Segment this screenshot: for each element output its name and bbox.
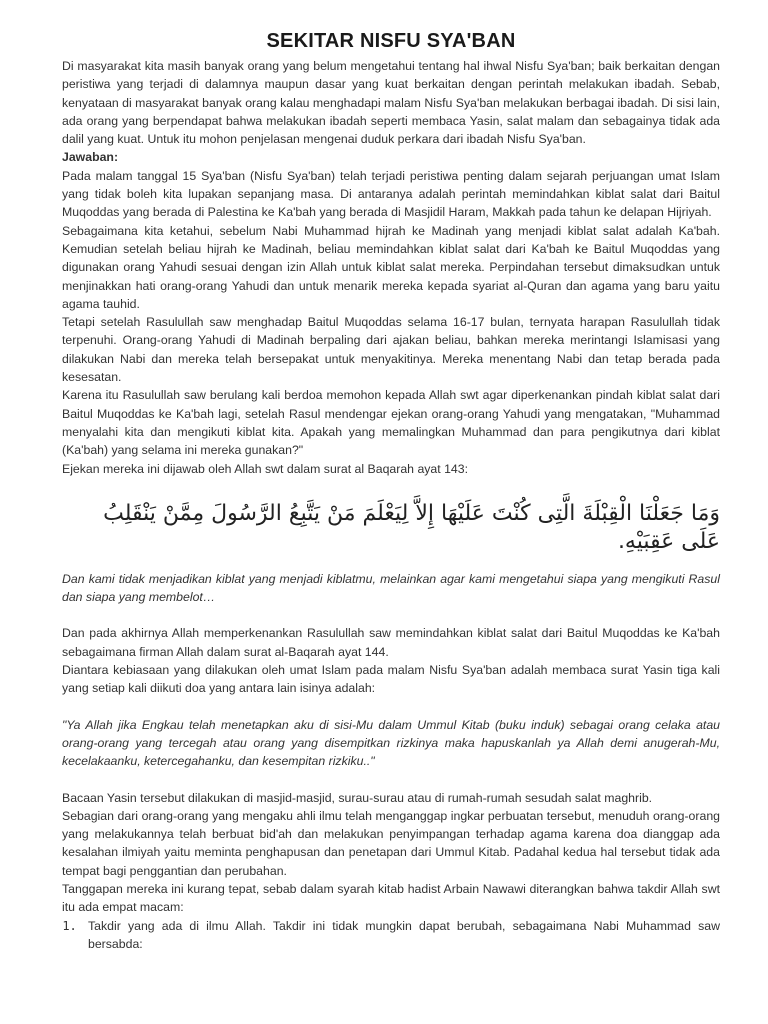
paragraph-4: Karena itu Rasulullah saw berulang kali berdoa memohon kepada Allah swt agar diperkenankan pindah kiblat salat dari Baitul Muqoddas ke Ka'bah lagi, setelah Rasul mendengar ejekan orang-orang Yahudi yang mengatakan, "Muhammad menyalahi kita dan mengikuti kiblat kita. Apakah yang memalingkan Muhammad dan para pengikutnya dari kiblat (Ka'bah) yang selama ini mereka gunakan?"	[62, 388, 720, 458]
page-title: SEKITAR NISFU SYA'BAN	[266, 30, 516, 52]
paragraph-8: Bacaan Yasin tersebut dilakukan di masjid-masjid, surau-surau atau di rumah-rumah sesudah salat maghrib.	[62, 790, 653, 805]
spacer	[62, 771, 720, 789]
paragraph-7: Diantara kebiasaan yang dilakukan oleh umat Islam pada malam Nisfu Sya'ban adalah membaca surat Yasin tiga kali yang setiap kali diikuti doa yang antara lain isinya adalah:	[62, 663, 720, 696]
answer-label: Jawaban:	[62, 150, 119, 165]
paragraph-5: Ejekan mereka ini dijawab oleh Allah swt dalam surat al Baqarah ayat 143:	[62, 461, 469, 476]
paragraph-10: Tanggapan mereka ini kurang tepat, sebab dalam syarah kitab hadist Arbain Nawawi diterangkan bahwa takdir Allah swt itu ada empat macam:	[62, 881, 720, 915]
paragraph-6: Dan pada akhirnya Allah memperkenankan Rasulullah saw memindahkan kiblat salat dari Baitul Muqoddas ke Ka'bah sebagaimana firman Allah dalam surat al-Baqarah ayat 144.	[62, 626, 720, 659]
paragraph-2: Sebagaimana kita ketahui, sebelum Nabi Muhammad hijrah ke Madinah yang menjadi kiblat salat adalah Ka'bah. Kemudian setelah beliau hijrah ke Madinah, beliau memindahkan kiblat salat dari Ka'bah ke Baitul Muqoddas yang digunakan orang Yahudi sesuai dengan izin Allah untuk kiblat salat mereka. Perpindahan tersebut dimaksudkan untuk menjinakkan hati orang-orang Yahudi dan untuk menarik mereka kepada syariat al-Quran dan agama yang baru yaitu agama tauhid.	[62, 223, 720, 311]
prayer-quote: "Ya Allah jika Engkau telah menetapkan aku di sisi-Mu dalam Ummul Kitab (buku induk) sebagai orang celaka atau orang-orang yang tercegah atau orang yang disempitkan rizkinya maka hapuskanlah ya Allah demi anugerah-Mu, kecelakaanku, ketercegahanku, dan kesempitan rizkiku.."	[62, 717, 720, 769]
spacer	[62, 698, 720, 716]
spacer	[62, 606, 720, 624]
takdir-list	[62, 917, 720, 954]
verse-translation: Dan kami tidak menjadikan kiblat yang menjadi kiblatmu, melainkan agar kami mengetahui siapa yang mengikuti Rasul dan siapa yang membelot…	[62, 571, 720, 605]
arabic-verse: وَمَا جَعَلْنَا الْقِبْلَةَ الَّتِى كُنْتَ عَلَيْهَا إِلاَّ لِيَعْلَمَ مَنْ يَتَّبِعُ الرَّسُولَ مِمَّنْ يَنْقَلِبُ عَلَى عَقِبَيْهِ.	[103, 500, 720, 554]
paragraph-1: Pada malam tanggal 15 Sya'ban (Nisfu Sya'ban) telah terjadi peristiwa penting dalam sejarah perjuangan umat Islam yang tidak boleh kita lupakan sepanjang masa. Di antaranya adalah perintah memindahkan kiblat salat dari Baitul Muqoddas yang berada di Palestina ke Ka'bah yang berada di Masjidil Haram, Makkah pada tahun ke delapan Hijriyah.	[62, 168, 720, 220]
intro-paragraph: Di masyarakat kita masih banyak orang yang belum mengetahui tentang hal ihwal Nisfu Sya'ban; baik berkaitan dengan peristiwa yang terjadi di dalamnya maupun dasar yang kuat berkaitan dengan perintah melakukan ibadah. Sebab, kenyataan di masyarakat banyak orang kalau menghadapi malam Nisfu Sya'ban melakukan berbagai ibadah. Di sisi lain, ada orang yang berpendapat bahwa melakukan ibadah seperti membaca Yasin, salat malam dan sebagainya tidak ada dalil yang kuat. Untuk itu mohon penjelasan mengenai duduk perkara dari ibadah Nisfu Sya'ban.	[62, 59, 720, 147]
paragraph-9: Sebagian dari orang-orang yang mengaku ahli ilmu telah menganggap ingkar perbuatan tersebut, menuduh orang-orang yang melakukannya telah berbuat bid'ah dan melakukan penyimpangan terhadap agama karena doa dianggap ada kesalahan ilmiyah yaitu meminta penghapusan dan penetapan dari Ummul Kitab. Padahal kedua hal tersebut tidak ada tempat bagi penggantian dan perubahan.	[62, 808, 720, 878]
list-item: 1. Takdir yang ada di ilmu Allah. Takdir ini tidak mungkin dapat berubah, sebagaimana Nabi Muhammad saw bersabda:	[84, 917, 720, 954]
document-page	[62, 30, 720, 953]
paragraph-3: Tetapi setelah Rasulullah saw menghadap Baitul Muqoddas selama 16-17 bulan, ternyata harapan Rasulullah tidak terpenuhi. Orang-orang Yahudi di Madinah berpaling dari ajakan beliau, bahkan mereka merintangi Islamisasi yang dilakukan Nabi dan mereka telah bersepakat untuk menyakitinya. Mereka menentang Nabi dan tetap berada pada kesesatan.	[62, 315, 720, 385]
